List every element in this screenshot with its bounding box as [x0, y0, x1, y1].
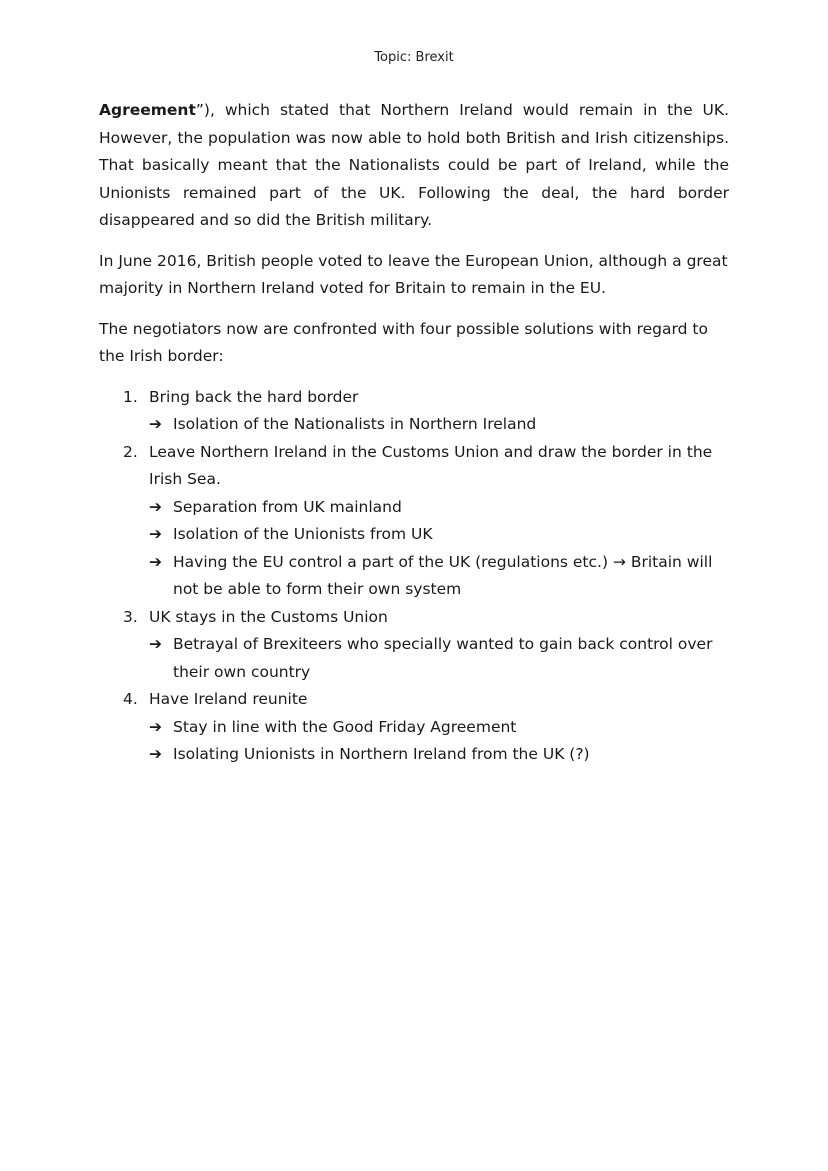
solution-item-1	[99, 384, 729, 412]
solution-item-4	[99, 686, 729, 714]
solutions-list	[99, 384, 729, 769]
consequence-text: Isolation of the Nationalists in Northern Ireland	[173, 415, 537, 433]
consequence-item	[149, 494, 729, 522]
solution-number: 4.	[123, 690, 138, 708]
solution-text: Leave Northern Ireland in the Customs Union and draw the border in the Irish Sea.	[149, 442, 713, 488]
consequence-text: Isolation of the Unionists from UK	[173, 525, 433, 543]
consequence-item	[149, 714, 729, 742]
paragraph-negotiators: The negotiators now are confronted with four possible solutions with regard to the Irish border:	[99, 319, 708, 365]
solution-number: 1.	[123, 387, 138, 406]
solution-item-2	[99, 439, 729, 494]
consequence-item	[149, 549, 729, 604]
arrow-right-icon: ➔	[149, 635, 162, 653]
consequence-item	[149, 631, 729, 686]
solution-item-3	[99, 604, 729, 632]
arrow-right-icon: ➔	[149, 497, 162, 516]
solution-text: UK stays in the Customs Union	[149, 607, 388, 626]
document-body	[99, 97, 729, 769]
arrow-right-icon: ➔	[149, 717, 162, 736]
consequence-item	[149, 411, 729, 439]
header-title: Topic: Brexit	[374, 50, 454, 65]
page-header	[0, 50, 828, 65]
consequence-text: Stay in line with the Good Friday Agreement	[173, 717, 517, 736]
consequence-text: Betrayal of Brexiteers who specially wanted to gain back control over their own country	[173, 635, 713, 681]
paragraph-agreement	[99, 97, 729, 235]
consequence-item	[149, 741, 729, 769]
consequence-text: Having the EU control a part of the UK (regulations etc.) → Britain will not be able to form their own system	[173, 552, 713, 598]
consequence-item	[149, 521, 729, 549]
consequence-text: Isolating Unionists in Northern Ireland from the UK (?)	[173, 745, 590, 763]
arrow-right-icon: ➔	[149, 552, 162, 571]
solution-text: Bring back the hard border	[149, 387, 359, 406]
paragraph-referendum: In June 2016, British people voted to leave the European Union, although a great majority in Northern Ireland voted for Britain to remain in the EU.	[99, 251, 728, 297]
agreement-text: ”), which stated that Northern Ireland would remain in the UK. However, the population was now able to hold both British and Irish citizenships. That basically meant that the Nationalists could be part of Ireland, while the Unionists remained part of the UK. Following the deal, the hard border disappeared and so did the British military.	[99, 101, 729, 229]
solution-text: Have Ireland reunite	[149, 690, 308, 708]
arrow-right-icon: ➔	[149, 415, 162, 433]
arrow-right-icon: ➔	[149, 525, 162, 543]
agreement-bold-text: Agreement	[99, 101, 196, 119]
solution-number: 3.	[123, 607, 138, 626]
arrow-right-icon: ➔	[149, 745, 162, 763]
solution-number: 2.	[123, 442, 138, 461]
consequence-text: Separation from UK mainland	[173, 497, 402, 516]
